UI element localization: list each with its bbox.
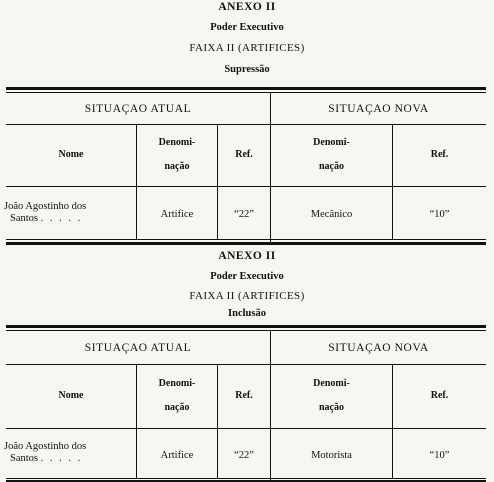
row-name-dots: . . . . .: [40, 213, 83, 224]
row-new-ref: “10”: [429, 208, 450, 220]
col-header-new-ref: Ref.: [430, 390, 449, 401]
col-header-new-denominacao: [271, 366, 392, 426]
row-new-ref: “10”: [429, 449, 450, 461]
col-header-new-denominacao-line1: Denomi-: [313, 137, 350, 148]
row-denominacao: Artifice: [160, 208, 194, 220]
annex-title: ANEXO II: [218, 250, 276, 262]
row-name-line1: João Agostinho dos: [4, 441, 87, 452]
table-bottom-rule-inner: [6, 478, 486, 479]
table-top-rule: [6, 325, 486, 328]
table-row-name: [4, 441, 86, 465]
col-header-new-ref: Ref.: [430, 149, 449, 160]
col-header-new-denominacao-line1: Denomi-: [313, 378, 350, 389]
row-ref: “22”: [234, 208, 254, 220]
group-header-current: SITUAÇAO ATUAL: [84, 103, 192, 115]
row-denominacao: Artifice: [160, 449, 194, 461]
col-header-new-denominacao-line2: nação: [319, 161, 344, 172]
action-label: Inclusão: [228, 308, 266, 319]
row-new-denominacao: Motorista: [311, 449, 352, 461]
band-title: FAIXA II (ARTIFICES): [189, 290, 305, 302]
col-header-denominacao: [137, 366, 217, 426]
power-subtitle: Poder Executivo: [210, 22, 284, 33]
col-header-denominacao-line1: Denomi-: [158, 378, 196, 389]
band-title: FAIXA II (ARTIFICES): [189, 42, 305, 54]
row-name-line2: Santos: [10, 453, 39, 464]
divider-new-denominacao: [392, 365, 393, 479]
divider-nome: [136, 365, 137, 479]
col-header-nome: Nome: [58, 390, 84, 401]
power-subtitle: Poder Executivo: [210, 271, 284, 282]
group-header-current: SITUAÇAO ATUAL: [84, 342, 192, 354]
col-header-new-denominacao-line2: nação: [319, 402, 344, 413]
divider-current-new: [270, 331, 271, 480]
action-label: Supressão: [224, 64, 270, 75]
col-header-ref: Ref.: [235, 390, 253, 401]
row-name-line1: João Agostinho dos: [4, 201, 87, 212]
col-header-denominacao-line2: nação: [164, 402, 190, 413]
group-header-new: SITUAÇAO NOVA: [328, 342, 429, 354]
col-header-ref: Ref.: [235, 149, 253, 160]
row-new-denominacao: Mecânico: [310, 208, 353, 220]
table-top-rule-inner: [6, 330, 486, 331]
row-name-line2: Santos: [10, 213, 39, 224]
row-ref: “22”: [234, 449, 254, 461]
col-header-denominacao-line1: Denomi-: [158, 137, 196, 148]
divider-denominacao: [217, 365, 218, 479]
column-header-rule: [6, 428, 486, 429]
col-header-denominacao-line2: nação: [164, 161, 190, 172]
group-header-new: SITUAÇAO NOVA: [328, 103, 429, 115]
group-header-rule: [6, 364, 486, 365]
row-name-dots: . . . . .: [40, 453, 83, 464]
annex-title: ANEXO II: [218, 1, 276, 13]
col-header-nome: Nome: [58, 149, 84, 160]
